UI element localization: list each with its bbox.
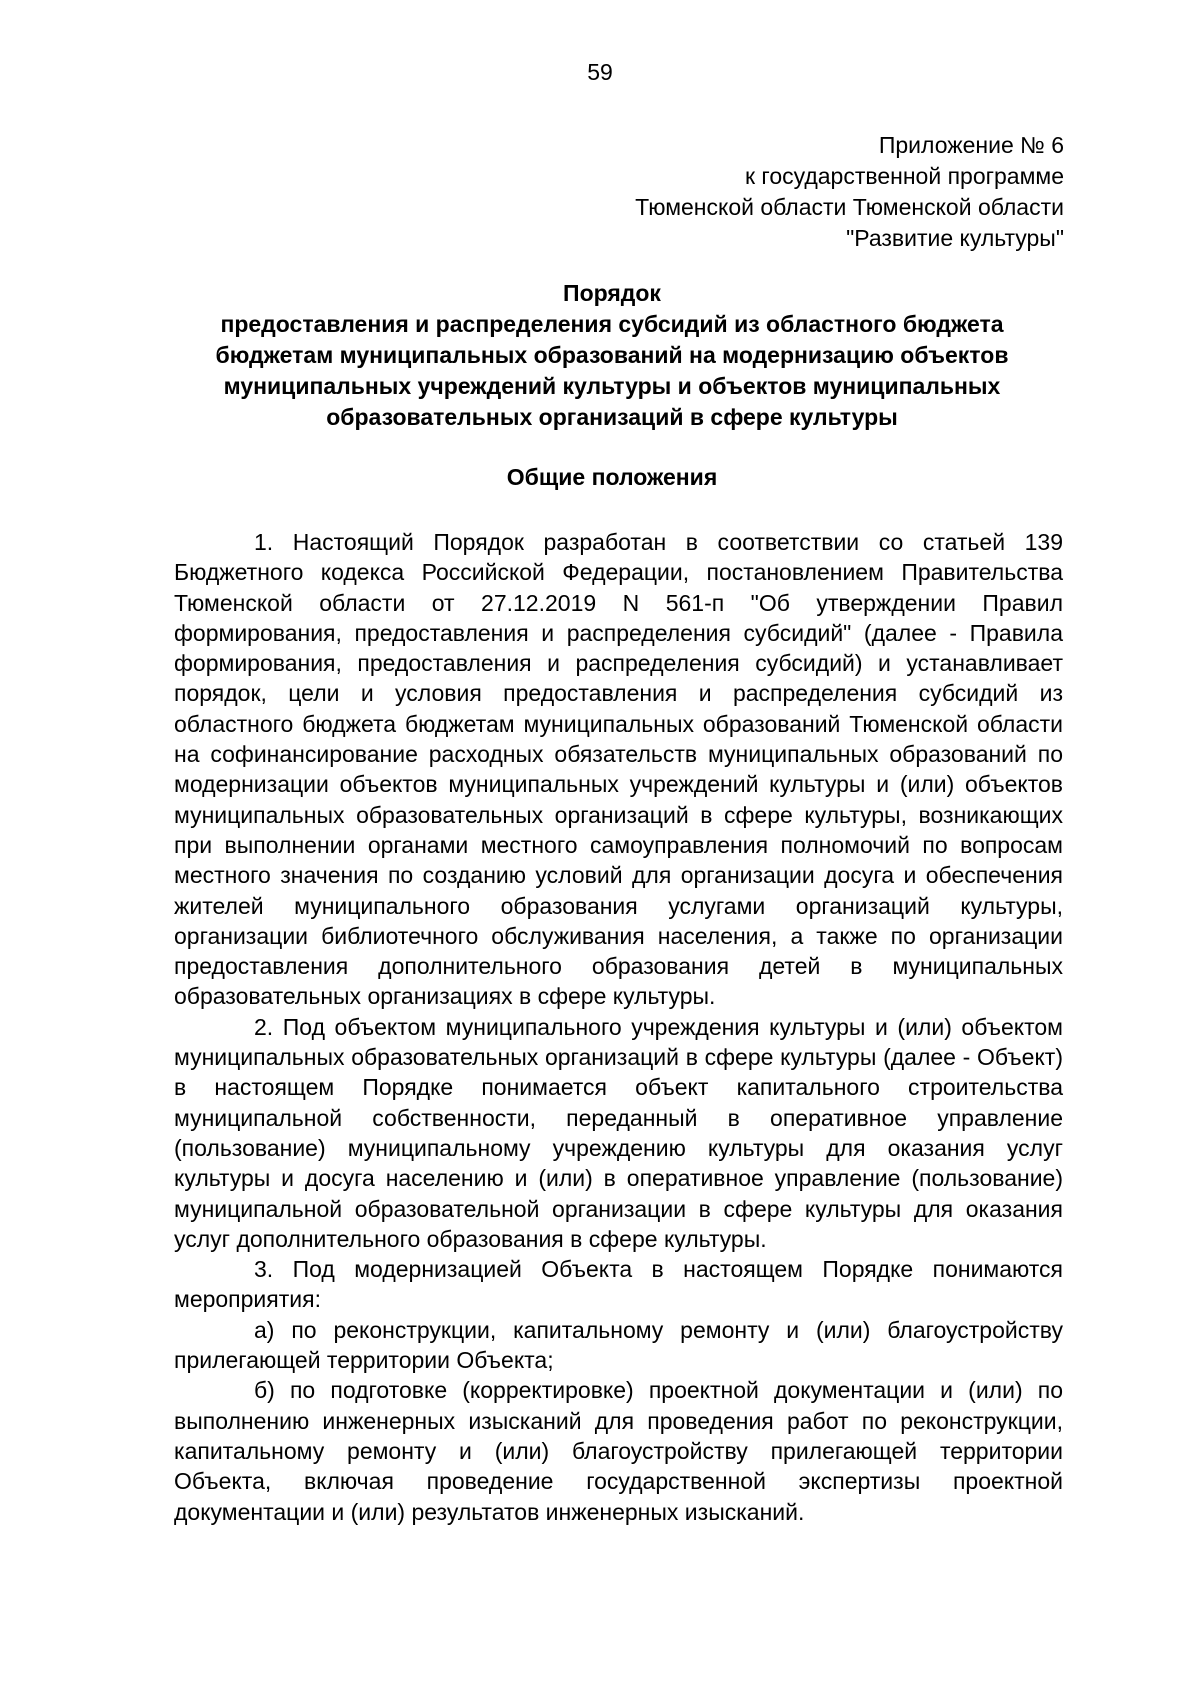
- title-line: предоставления и распределения субсидий из областного бюджета: [220, 311, 1004, 337]
- paragraph-2: 2. Под объектом муниципального учреждения культуры и (или) объектом муниципальных образовательных организаций в сфере культуры (далее - Объект) в настоящем Порядке понимается объект капитального строительства муниципальной собственности, переданный в оперативное управление (пользование) муниципальному учреждению культуры для оказания услуг культуры и досуга населению и (или) в оперативное управление (пользование) муниципальной образовательной организации в сфере культуры для оказания услуг дополнительного образования в сфере культуры.: [174, 1013, 1063, 1252]
- appendix-line: "Развитие культуры": [846, 225, 1064, 251]
- title-line: Порядок: [563, 280, 661, 306]
- appendix-line: Тюменской области Тюменской области: [635, 194, 1064, 220]
- paragraph-3a: а) по реконструкции, капитальному ремонту и (или) благоустройству прилегающей территории Объекта;: [174, 1316, 1063, 1374]
- appendix-reference: [635, 130, 1064, 254]
- paragraph-3b: б) по подготовке (корректировке) проектной документации и (или) по выполнению инженерных изысканий для проведения работ по реконструкции, капитальному ремонту и (или) благоустройству прилегающей территории Объекта, включая проведение государственной экспертизы проектной документации и (или) результатов инженерных изысканий.: [174, 1377, 1063, 1525]
- paragraph-3: 3. Под модернизацией Объекта в настоящем Порядке понимаются мероприятия:: [174, 1256, 1063, 1313]
- title-line: бюджетам муниципальных образований на модернизацию объектов: [215, 342, 1009, 368]
- appendix-line: к государственной программе: [744, 163, 1064, 189]
- paragraph-1: 1. Настоящий Порядок разработан в соответствии со статьей 139 Бюджетного кодекса Российской Федерации, постановлением Правительства Тюменской области от 27.12.2019 N 561-п "Об утверждении Правил формирования, предоставления и распределения субсидий" (далее - Правила формирования, предоставления и распределения субсидий) и устанавливает порядок, цели и условия предоставления и распределения субсидий из областного бюджета бюджетам муниципальных образований Тюменской области на софинансирование расходных обязательств муниципальных образований по модернизации объектов муниципальных учреждений культуры и (или) объектов муниципальных образовательных организаций в сфере культуры, возникающих при выполнении органами местного самоуправления полномочий по вопросам местного значения по созданию условий для организации досуга и обеспечения жителей муниципального образования услугами организаций культуры, организации библиотечного обслуживания населения, а также по организации предоставления дополнительного образования детей в муниципальных образовательных организациях в сфере культуры.: [174, 529, 1063, 1010]
- section-heading: Общие положения: [506, 464, 718, 490]
- appendix-line: Приложение № 6: [878, 132, 1064, 158]
- document-title: [160, 278, 1064, 433]
- document-body: [174, 527, 1063, 1527]
- title-line: муниципальных учреждений культуры и объектов муниципальных: [223, 373, 1001, 399]
- title-line: образовательных организаций в сфере культуры: [326, 404, 898, 430]
- page-number: 59: [587, 59, 613, 85]
